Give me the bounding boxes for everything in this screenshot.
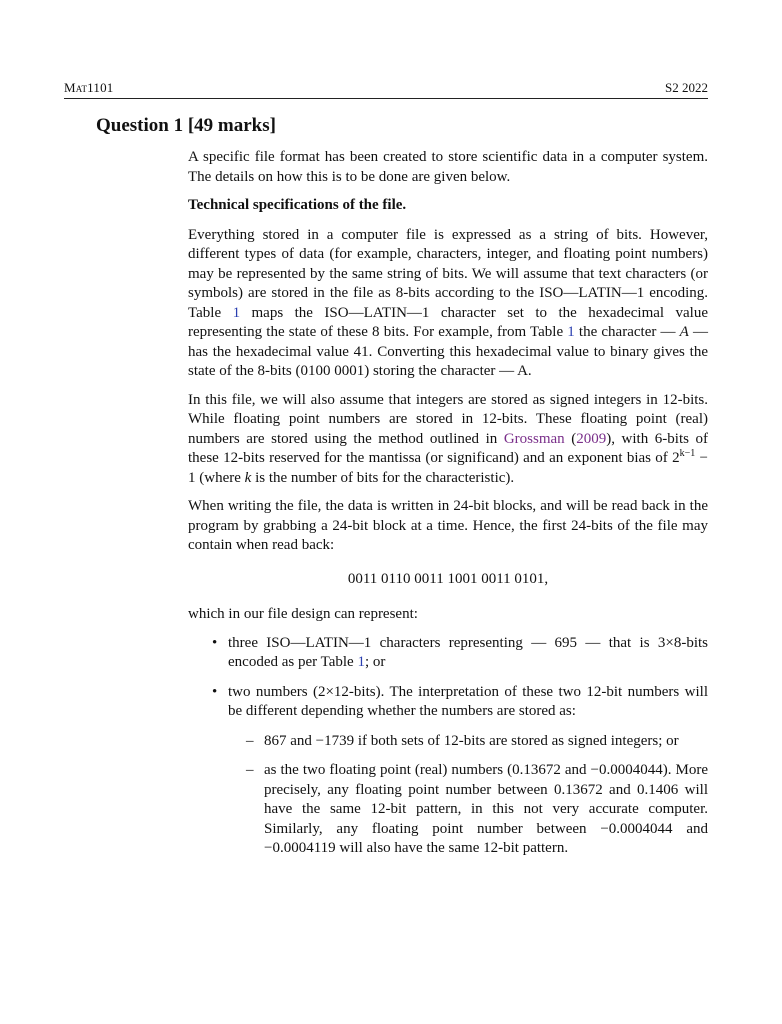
spec-heading: Technical specifications of the file. (188, 197, 407, 213)
table-ref-link[interactable]: 1 (567, 324, 575, 340)
citation-year-link[interactable]: 2009 (576, 430, 607, 447)
page-header (64, 80, 708, 99)
bullet-icon: • (212, 683, 218, 700)
exponent: k−1 (679, 448, 696, 459)
sub-list-item: – 867 and −1739 if both sets of 12-bits are stored as signed integers; or (228, 732, 708, 752)
intro-paragraph: A specific file format has been created to store scientific data in a computer system. The details on how this is to be done are given below. (188, 149, 708, 185)
variable-a: A (679, 324, 689, 340)
semester-label: S2 2022 (665, 80, 708, 95)
bullet-icon: • (212, 634, 218, 651)
question-body (188, 148, 708, 869)
table-ref-link[interactable]: 1 (232, 304, 241, 321)
dash-icon: – (246, 762, 254, 778)
table-ref-link[interactable]: 1 (357, 654, 365, 670)
paragraph-integers: In this file, we will also assume that integers are stored as signed integers in 12-bits. While floating point numbers are stored in 12-bits. These floating point (real) numbers are stored using the method outlined in Grossman (2009), with 6-bits of these 12-bits reserved for the mantissa (or significand) and an exponent bias of $2^{k-1} - 1$ (where k is the number of bits for the characteristic). (188, 391, 709, 486)
sub-list (228, 732, 708, 859)
sub-list-item: – as the two floating point (real) numbers (0.13672 and −0.0004044). More precisely, any floating point number between 0.13672 and 0.1406 will have the same 12-bit pattern, in this not very accurate computer. Similarly, any floating point number between −0.0004044 and −0.0004119 will also have the same 12-bit pattern. (246, 762, 708, 856)
list-item: • two numbers (2×12-bits). The interpretation of these two 12-bit numbers will be different depending whether the numbers are stored as: – 867 and −1739 if both sets of 12-bits are stored as signed integers; or – as the two floating point (real) numbers (0.13672 and −0.0004044). More precisely, any floating point number between 0.13672 and 0.1406 will have the same 12-bit pattern, in this not very accurate computer. Similarly, any floating point number between −0.0004044 and −0.0004119 will also have the same 12-bit pattern. (188, 683, 708, 859)
question-title: Question 1 [49 marks] (96, 115, 276, 136)
bit-string-display: 0011 0110 0011 1001 0011 0101, (347, 570, 549, 587)
paragraph-blocks: When writing the file, the data is written in 24-bit blocks, and will be read back in the program by grabbing a 24-bit block at a time. Hence, the first 24-bits of the file may contain when read back: (188, 498, 708, 553)
citation-author-link[interactable]: Grossman (503, 430, 565, 447)
list-item: • three ISO—LATIN—1 characters representing — 695 — that is 3×8-bits encoded as per Table 1; or (212, 634, 708, 670)
variable-k: k (244, 469, 252, 486)
course-code: Mat1101 (64, 80, 114, 95)
dash-icon: – (246, 732, 254, 749)
paragraph-represent: which in our file design can represent: (188, 606, 418, 622)
representation-list (188, 634, 708, 859)
paragraph-bits: Everything stored in a computer file is expressed as a string of bits. However, different types of data (for example, characters, integer, and floating point numbers) may be represented by the same string of bits. We will assume that text characters (or symbols) are stored in the file as 8-bits according to the ISO—LATIN—1 encoding. Table 1 maps the ISO—LATIN—1 character set to the hexadecimal value representing the state of these 8 bits. For example, from Table 1 the character — A — has the hexadecimal value 41. Converting this hexadecimal value to binary gives the state of the 8-bits (0100 0001) storing the character — A. (188, 226, 708, 379)
